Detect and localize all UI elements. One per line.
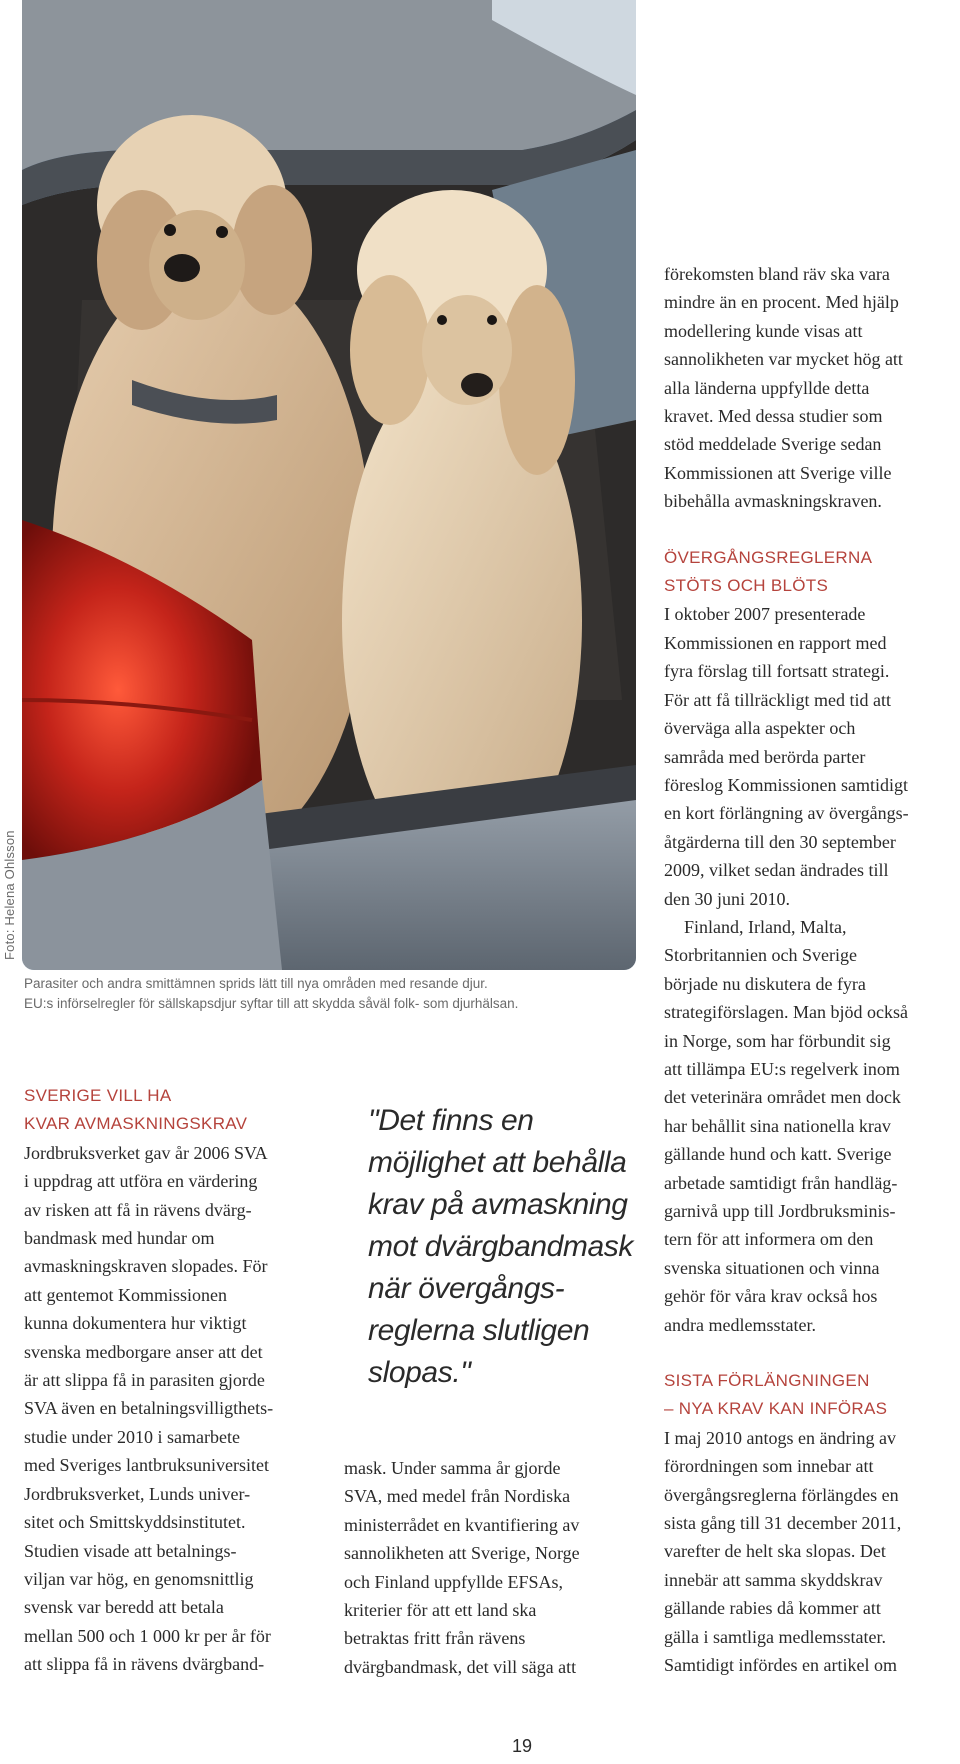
heading-line: SVERIGE VILL HA bbox=[24, 1086, 172, 1105]
heading-line: SISTA FÖRLÄNGNINGEN bbox=[664, 1371, 870, 1391]
poodles-photo bbox=[22, 0, 636, 970]
text-line: övergångsreglerna förlängdes en bbox=[664, 1484, 899, 1505]
section-paragraph bbox=[664, 1424, 960, 1680]
text-line: SVA, med medel från Nordiska bbox=[344, 1486, 571, 1507]
text-line: stöd meddelade Sverige sedan bbox=[664, 434, 882, 455]
quote-line: reglerna slutligen bbox=[368, 1314, 590, 1347]
heading-line: – NYA KRAV KAN INFÖRAS bbox=[664, 1399, 888, 1419]
text-line: strategiförslagen. Man bjöd också bbox=[664, 1002, 908, 1023]
text-line: fyra förslag till fortsatt strategi. bbox=[664, 661, 890, 682]
text-line: svenska medborgare anser att det bbox=[24, 1341, 263, 1362]
text-line: alla länderna uppfyllde detta bbox=[664, 377, 870, 398]
text-line: började nu diskutera de fyra bbox=[664, 973, 866, 994]
text-line: svensk var beredd att betala bbox=[24, 1597, 224, 1618]
text-line: mask. Under samma år gjorde bbox=[344, 1458, 561, 1478]
caption-line: EU:s införselregler för sällskapsdjur syftar till att skydda såväl folk- som djurhälsan. bbox=[24, 996, 519, 1011]
text-line: förekomsten bland räv ska vara bbox=[664, 264, 890, 284]
text-line: bibehålla avmaskningskraven. bbox=[664, 491, 882, 512]
text-line: föreslog Kommissionen samtidigt bbox=[664, 774, 908, 795]
section-paragraph bbox=[664, 913, 960, 1339]
text-line: gällande rabies då kommer att bbox=[664, 1598, 881, 1619]
caption-line: Parasiter och andra smittämnen sprids lätt till nya områden med resande djur. bbox=[24, 976, 488, 991]
text-line: gällande hund och katt. Sverige bbox=[664, 1144, 892, 1165]
text-line: innebär att samma skyddskrav bbox=[664, 1569, 883, 1590]
page-number: 19 bbox=[511, 1736, 533, 1756]
heading-line: ÖVERGÅNGSREGLERNA bbox=[664, 547, 873, 567]
text-line: kriterier för att ett land ska bbox=[344, 1600, 537, 1621]
text-line: kunna dokumentera hur viktigt bbox=[24, 1313, 247, 1334]
text-line: andra medlemsstater. bbox=[664, 1314, 816, 1335]
text-line: arbetade samtidigt från handläg- bbox=[664, 1172, 898, 1193]
text-line: viljan var hög, en genomsnittlig bbox=[24, 1568, 254, 1589]
text-line: den 30 juni 2010. bbox=[664, 888, 790, 909]
text-line: sannolikheten var mycket hög att bbox=[664, 349, 903, 370]
text-line: I maj 2010 antogs en ändring av bbox=[664, 1427, 896, 1448]
text-line: mindre än en procent. Med hjälp bbox=[664, 292, 899, 313]
section-paragraph bbox=[664, 600, 960, 912]
quote-line: när övergångs- bbox=[368, 1272, 565, 1305]
quote-line: slopas." bbox=[368, 1356, 471, 1389]
text-line: 2009, vilket sedan ändrades till bbox=[664, 860, 889, 881]
text-line: svenska situationen och vinna bbox=[664, 1257, 880, 1278]
text-line: I oktober 2007 presenterade bbox=[664, 604, 866, 625]
text-line: avmaskningskraven slopades. För bbox=[24, 1256, 268, 1277]
quote-line: "Det finns en bbox=[368, 1104, 534, 1137]
text-line: bandmask med hundar om bbox=[24, 1228, 215, 1249]
text-line: ministerrådet en kvantifiering av bbox=[344, 1514, 580, 1535]
text-line: förordningen som innebar att bbox=[664, 1456, 874, 1477]
text-line: SVA även en betalningsvilligthets- bbox=[24, 1398, 274, 1419]
text-line: sitet och Smittskyddsinstitutet. bbox=[24, 1512, 246, 1533]
text-line: Jordbruksverket gav år 2006 SVA bbox=[24, 1142, 268, 1163]
heading-line: STÖTS OCH BLÖTS bbox=[664, 576, 829, 596]
text-line: modellering kunde visas att bbox=[664, 320, 863, 341]
section-heading-sista-forlangningen bbox=[664, 1367, 960, 1424]
text-line: Jordbruksverket, Lunds univer- bbox=[24, 1483, 251, 1504]
quote-line: mot dvärgbandmask bbox=[368, 1230, 634, 1263]
section-heading-sverige bbox=[24, 1082, 324, 1139]
text-line: är att slippa få in parasiten gjorde bbox=[24, 1370, 265, 1391]
text-line: har behållit sina nationella krav bbox=[664, 1115, 891, 1136]
text-line: Kommissionen en rapport med bbox=[664, 632, 887, 653]
text-line: att tillämpa EU:s regelverk inom bbox=[664, 1058, 900, 1079]
text-line: varefter de helt ska slopas. Det bbox=[664, 1541, 886, 1562]
column-left bbox=[24, 1082, 324, 1679]
section-paragraph bbox=[24, 1139, 324, 1679]
text-line: och Finland uppfyllde EFSAs, bbox=[344, 1571, 563, 1592]
pull-quote bbox=[368, 1100, 638, 1394]
text-line: att slippa få in rävens dvärgband- bbox=[24, 1654, 265, 1675]
text-line: sannolikheten att Sverige, Norge bbox=[344, 1543, 580, 1564]
text-line: samråda med berörda parter bbox=[664, 746, 866, 767]
text-line: åtgärderna till den 30 september bbox=[664, 831, 896, 852]
photo-caption bbox=[24, 974, 624, 1014]
text-line: i uppdrag att utföra en värdering bbox=[24, 1171, 258, 1192]
photo-credit: Foto: Helena Ohlsson bbox=[2, 830, 17, 960]
text-line: dvärgbandmask, det vill säga att bbox=[344, 1656, 577, 1677]
text-line: garnivå upp till Jordbruksminis- bbox=[664, 1201, 896, 1221]
text-line: kravet. Med dessa studier som bbox=[664, 406, 883, 427]
text-line: en kort förlängning av övergångs- bbox=[664, 803, 909, 824]
text-line: att gentemot Kommissionen bbox=[24, 1284, 227, 1305]
text-line: Kommissionen att Sverige ville bbox=[664, 462, 892, 483]
text-line: Finland, Irland, Malta, bbox=[684, 916, 847, 937]
text-line: studie under 2010 i samarbete bbox=[24, 1426, 240, 1447]
text-line: in Norge, som har förbundit sig bbox=[664, 1030, 891, 1051]
text-line: sista gång till 31 december 2011, bbox=[664, 1513, 902, 1534]
text-line: gälla i samtliga medlemsstater. bbox=[664, 1626, 886, 1647]
quote-line: möjlighet att behålla bbox=[368, 1146, 627, 1179]
text-line: betraktas fritt från rävens bbox=[344, 1628, 526, 1649]
section-heading-overgangsreglerna bbox=[664, 544, 960, 601]
text-line: För att få tillräckligt med tid att bbox=[664, 689, 891, 710]
text-line: överväga alla aspekter och bbox=[664, 718, 856, 739]
text-line: tern för att informera om den bbox=[664, 1229, 874, 1250]
text-line: gehör för våra krav också hos bbox=[664, 1286, 878, 1307]
quote-line: krav på avmaskning bbox=[368, 1188, 628, 1221]
text-line: Samtidigt infördes en artikel om bbox=[664, 1655, 897, 1676]
text-line: med Sveriges lantbruksuniversitet bbox=[24, 1455, 269, 1476]
text-line: det veterinära området men dock bbox=[664, 1087, 901, 1108]
text-line: Studien visade att betalnings- bbox=[24, 1540, 237, 1561]
heading-line: KVAR AVMASKNINGSKRAV bbox=[24, 1114, 248, 1134]
text-line: av risken att få in rävens dvärg- bbox=[24, 1199, 252, 1220]
text-line: mellan 500 och 1 000 kr per år för bbox=[24, 1625, 271, 1646]
text-line: Storbritannien och Sverige bbox=[664, 945, 857, 966]
column-middle bbox=[344, 1454, 634, 1681]
section-paragraph bbox=[344, 1454, 634, 1681]
intro-paragraph bbox=[664, 260, 960, 516]
column-right bbox=[664, 260, 960, 1680]
